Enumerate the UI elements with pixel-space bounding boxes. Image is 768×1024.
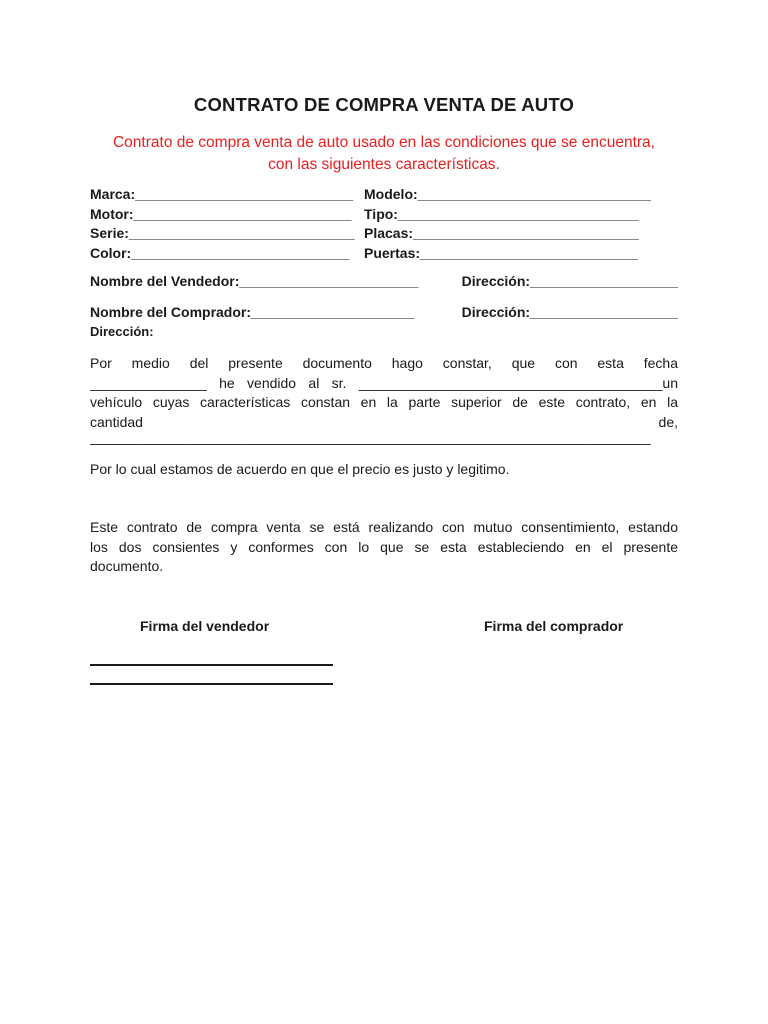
paragraph-1-line-5 [90,428,678,448]
paragraph-1-word: que [511,355,536,371]
field-tipo: Tipo:_______________________________ [364,205,640,222]
paragraph-1-line-3-text: vehículo cuyas características constan en la parte superior de este contrato, en la [90,394,678,410]
field-direccion-vendedor: Dirección:___________________ [461,273,678,289]
paragraph-1-line-2-text: _______________ he vendido al sr. _______________________________________un [90,374,678,391]
field-direccion-label: Dirección: [90,324,154,339]
field-serie: Serie:_____________________________ [90,225,355,241]
paragraph-1-word: presente [228,355,283,371]
field-motor: Motor:____________________________ [90,205,352,222]
comprador-row [90,304,678,320]
cantidad-label: cantidad [90,413,143,430]
field-modelo: Modelo:______________________________ [364,186,652,202]
firma-comprador-label: Firma del comprador [484,618,624,634]
field-color: Color:____________________________ [90,244,350,261]
paragraph-3-line-2 [90,538,678,558]
field-row-serie [90,224,680,244]
paragraph-3-line-3: documento. [90,558,164,574]
direccion-row [90,324,678,339]
document-title: CONTRATO DE COMPRA VENTA DE AUTO [193,94,575,115]
paragraph-1-word: documento [302,355,372,371]
signature-line-2 [90,683,333,685]
de-label: de, [658,413,678,430]
paragraph-1-line-2 [90,374,678,394]
field-row-color [90,244,680,264]
paragraph-1-word: con [554,355,578,371]
paragraph-1-word: del [189,355,209,371]
paragraph-1-line-3 [90,393,678,413]
body-paragraph-1 [90,354,678,448]
paragraph-1-word: hago [391,355,423,371]
paragraph-3-line-1 [90,518,678,538]
signature-line-1 [90,664,333,666]
paragraph-1-line-1 [90,354,678,374]
field-nombre-vendedor: Nombre del Vendedor:_______________________ [90,273,419,289]
field-nombre-comprador: Nombre del Comprador:_____________________ [90,304,415,320]
cantidad-blank: ________________________________________________________________________ [90,429,651,445]
paragraph-1-word: Por [90,355,112,371]
paragraph-1-word: constar, [442,355,492,371]
field-marca: Marca:____________________________ [90,186,354,202]
field-placas: Placas:_____________________________ [364,225,639,241]
vehicle-fields [90,185,680,263]
field-row-marca [90,185,680,205]
paragraph-1-word: esta [597,355,624,371]
intro-line-1: Contrato de compra venta de auto usado en las condiciones que se encuentra, [112,134,655,151]
body-paragraph-2: Por lo cual estamos de acuerdo en que el precio es justo y legitimo. [90,461,510,477]
paragraph-3-line-2-text: los dos consientes y conformes con lo que se esta estableciendo en el presente [90,538,678,555]
field-puertas: Puertas:____________________________ [364,244,639,261]
paragraph-1-word: medio [131,355,170,371]
intro-text [90,132,678,176]
body-paragraph-3 [90,518,678,577]
paragraph-1-word: fecha [643,355,678,371]
field-row-motor [90,205,680,225]
intro-line-2: con las siguientes características. [268,156,500,173]
paragraph-3-line-1-text: Este contrato de compra venta se está realizando con mutuo consentimiento, estando [90,519,678,535]
field-direccion-comprador: Dirección:___________________ [461,304,678,320]
firma-vendedor-label: Firma del vendedor [140,618,270,634]
vendedor-row [90,273,678,289]
